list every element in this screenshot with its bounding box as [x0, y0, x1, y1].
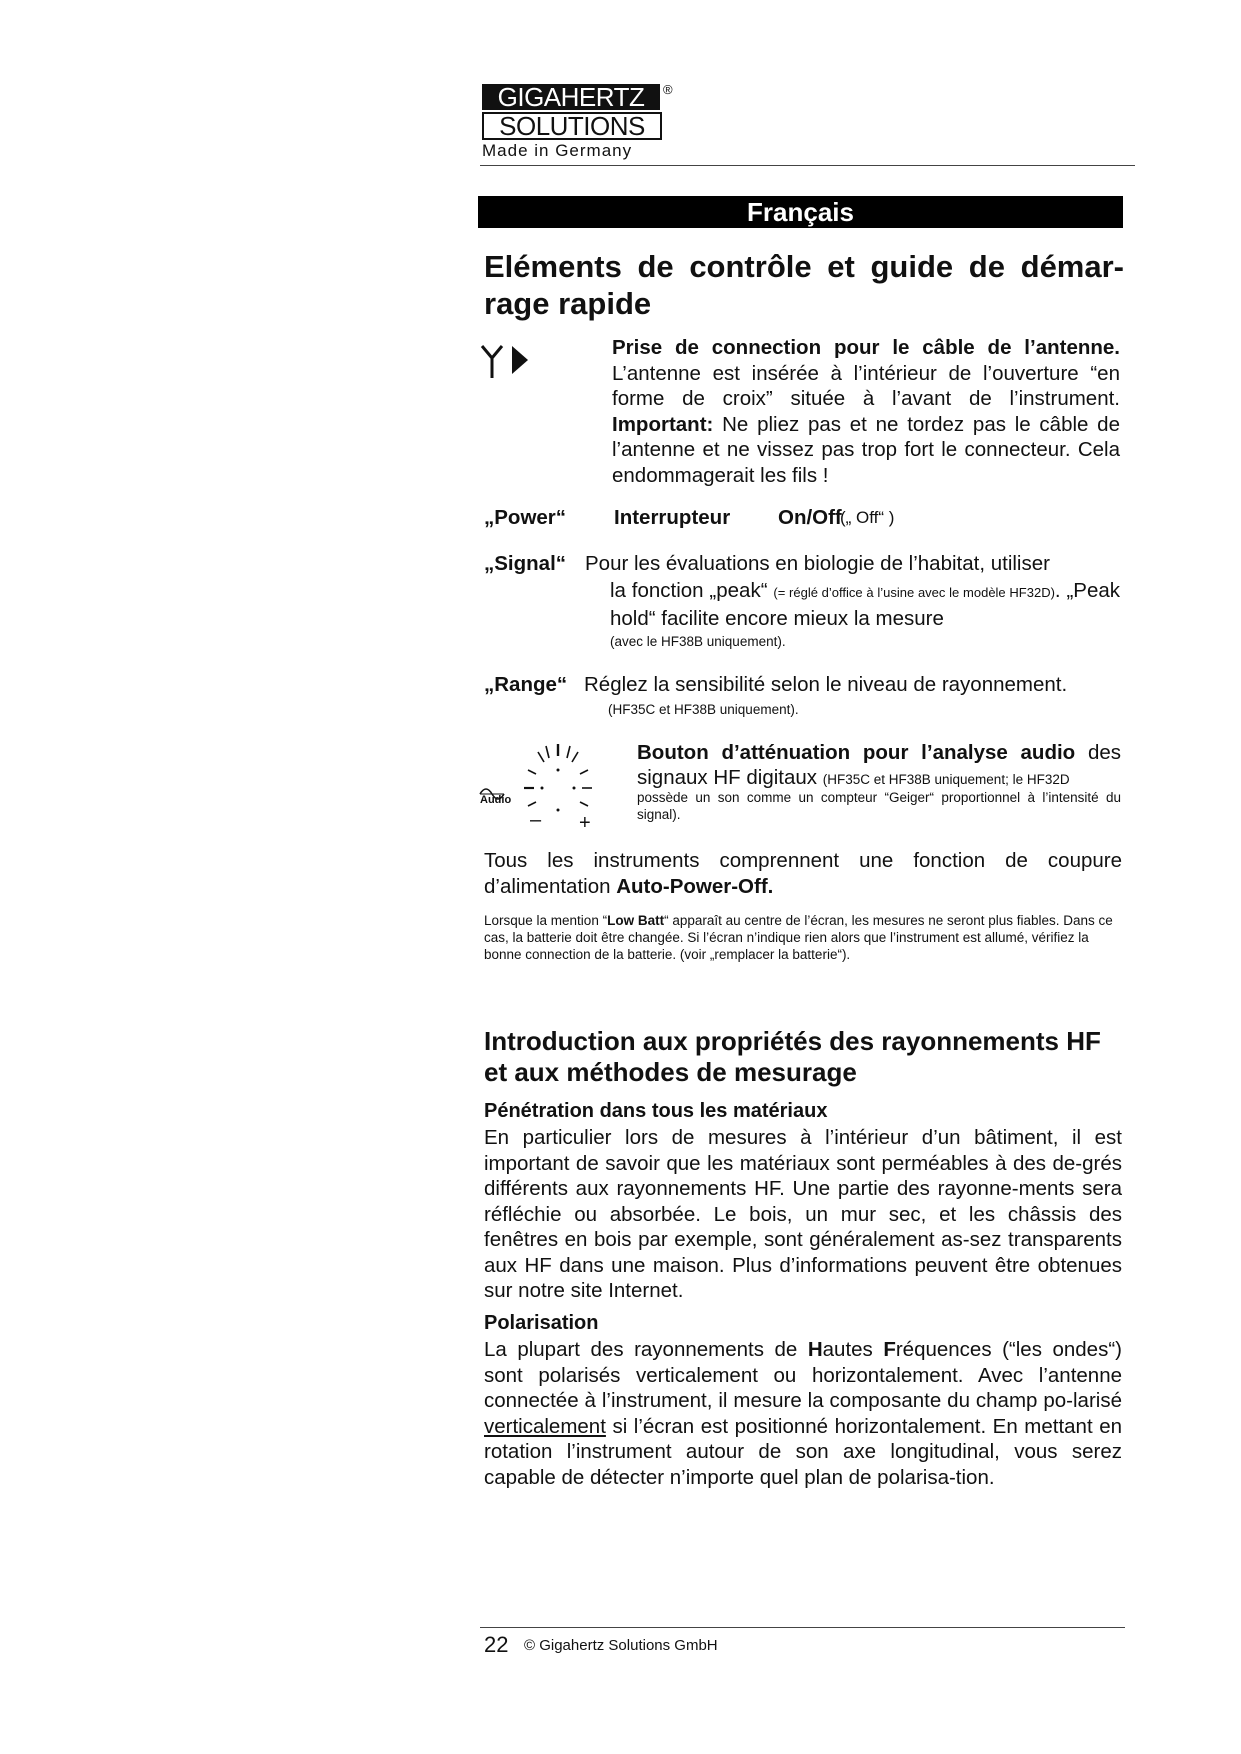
range-note: (HF35C et HF38B uniquement).: [608, 702, 799, 717]
power-name: Interrupteur: [614, 506, 731, 529]
registered-mark: ®: [663, 82, 673, 97]
subheading-polarisation: Polarisation: [484, 1312, 599, 1334]
para2-b: autes: [822, 1338, 884, 1361]
signal-description: [610, 578, 1120, 631]
signal-text-a: Pour les évaluations en biologie de l’habitat, utiliser: [585, 552, 1050, 575]
language-bar: Français: [478, 196, 1123, 228]
para2-underlined: verticalement: [484, 1414, 606, 1438]
audio-icon-label: Audio: [480, 794, 512, 806]
subheading-penetration: Pénétration dans tous les matériaux: [484, 1100, 828, 1122]
antenna-plug-icon: [478, 340, 538, 380]
audio-note-inline: (HF35C et HF38B uniquement; le HF32D: [822, 772, 1070, 787]
antenna-heading: Prise de connection pour le câble de l’antenne.: [612, 336, 1120, 359]
brand-logo: [482, 84, 672, 161]
header-divider: [480, 165, 1135, 166]
signal-note-b: (= réglé d’office à l’usine avec le modèle HF32D): [773, 585, 1055, 600]
autopower-sentence: Tous les instruments comprennent une fonction de coupure d’alimentation: [484, 849, 1122, 898]
antenna-description: [612, 335, 1120, 488]
battery-note-post: “ apparaît au centre de l’écran, les mesures ne seront plus fiables. Dans ce cas, la batterie doit être changée. Si l’écran n’indique rien alors que l’instrument est allumé, vérifiez la bonne connection de la batterie. (voir „remplacer la batterie“).: [484, 913, 1113, 962]
paragraph-polarisation: [484, 1337, 1122, 1490]
signal-note-end: .: [781, 634, 786, 649]
copyright: © Gigahertz Solutions GmbH: [524, 1637, 718, 1654]
footer-divider: [480, 1627, 1125, 1628]
logo-tagline: Made in Germany: [482, 141, 633, 160]
para2-f: F: [883, 1338, 896, 1361]
power-label: „Power“: [484, 506, 567, 529]
logo-line-1: GIGAHERTZ: [482, 84, 660, 110]
audio-dial-icon: [472, 740, 632, 840]
paragraph-penetration: En particulier lors de mesures à l’intérieur d’un bâtiment, il est important de savoir que les matériaux sont perméables à des de-grés différents aux rayonnements HF. Une partie des rayonne-ments sera réfléchie ou absorbée. Le bois, un mur sec, et les châssis des fenêtres en bois par exemple, sont généralement as-sez transparents aux HF dans une maison. Plus d’informations peuvent être obtenues sur notre site Internet.: [484, 1126, 1122, 1302]
power-on-off: On/Off: [778, 506, 842, 529]
autopower-text: [484, 848, 1122, 899]
para2-c: réquences (“les ondes“) sont polarisés verticalement ou horizontalement. Avec l’antenne connectée à l’instrument, il mesure la composante du champ po-larisé: [484, 1338, 1122, 1412]
antenna-text-1: L’antenne est insérée à l’intérieur de l’ouverture “en forme de croix” située à l’avant de l’instrument.: [612, 361, 1120, 410]
battery-note: [484, 912, 1122, 963]
page-title: Eléments de contrôle et guide de démar-rage rapide: [484, 249, 1124, 321]
important-label: Important:: [612, 412, 714, 436]
para2-d: si l’écran est positionné horizontalement. En mettant en rotation l’instrument autour de son axe longitudinal, vous serez capable de détecter n’importe quel plan de polarisa-tion.: [484, 1414, 1122, 1489]
para2-a: La plupart des rayonnements de: [484, 1338, 808, 1361]
page-number: 22: [484, 1632, 509, 1657]
section-title: Introduction aux propriétés des rayonnements HF et aux méthodes de mesurage: [484, 1026, 1101, 1087]
signal-text-b: la fonction „peak“: [610, 579, 774, 602]
battery-note-pre: Lorsque la mention “: [484, 913, 608, 928]
audio-note: possède un son comme un compteur “Geiger“ proportionnel à l’intensité du signal).: [637, 790, 1121, 822]
audio-heading-rest: des signaux HF digitaux: [637, 741, 1121, 789]
audio-heading: Bouton d’atténuation pour l’analyse audio: [637, 741, 1076, 764]
signal-note: [610, 634, 786, 649]
signal-label: „Signal“: [484, 552, 567, 575]
low-batt-label: Low Batt: [607, 913, 665, 928]
dial-minus-label: –: [530, 809, 542, 831]
antenna-text-2: Ne pliez pas et ne tordez pas le câble de l’antenne et ne vissez pas trop fort le connecteur. Cela endommagerait les fils !: [612, 412, 1120, 487]
para2-h: H: [807, 1338, 823, 1361]
range-text: Réglez la sensibilité selon le niveau de rayonnement.: [584, 673, 1068, 696]
audio-description: [637, 740, 1121, 790]
signal-note-c: (avec le HF38B uniquement): [610, 634, 782, 649]
autopower-bold: Auto-Power-Off.: [616, 874, 774, 898]
logo-line-2: SOLUTIONS: [482, 112, 662, 140]
power-off-note: („ Off“ ): [840, 508, 895, 527]
signal-text-c: . „Peak hold“ facilite encore mieux la mesure: [610, 579, 1120, 630]
dial-plus-label: +: [579, 812, 591, 834]
range-label: „Range“: [484, 673, 568, 696]
